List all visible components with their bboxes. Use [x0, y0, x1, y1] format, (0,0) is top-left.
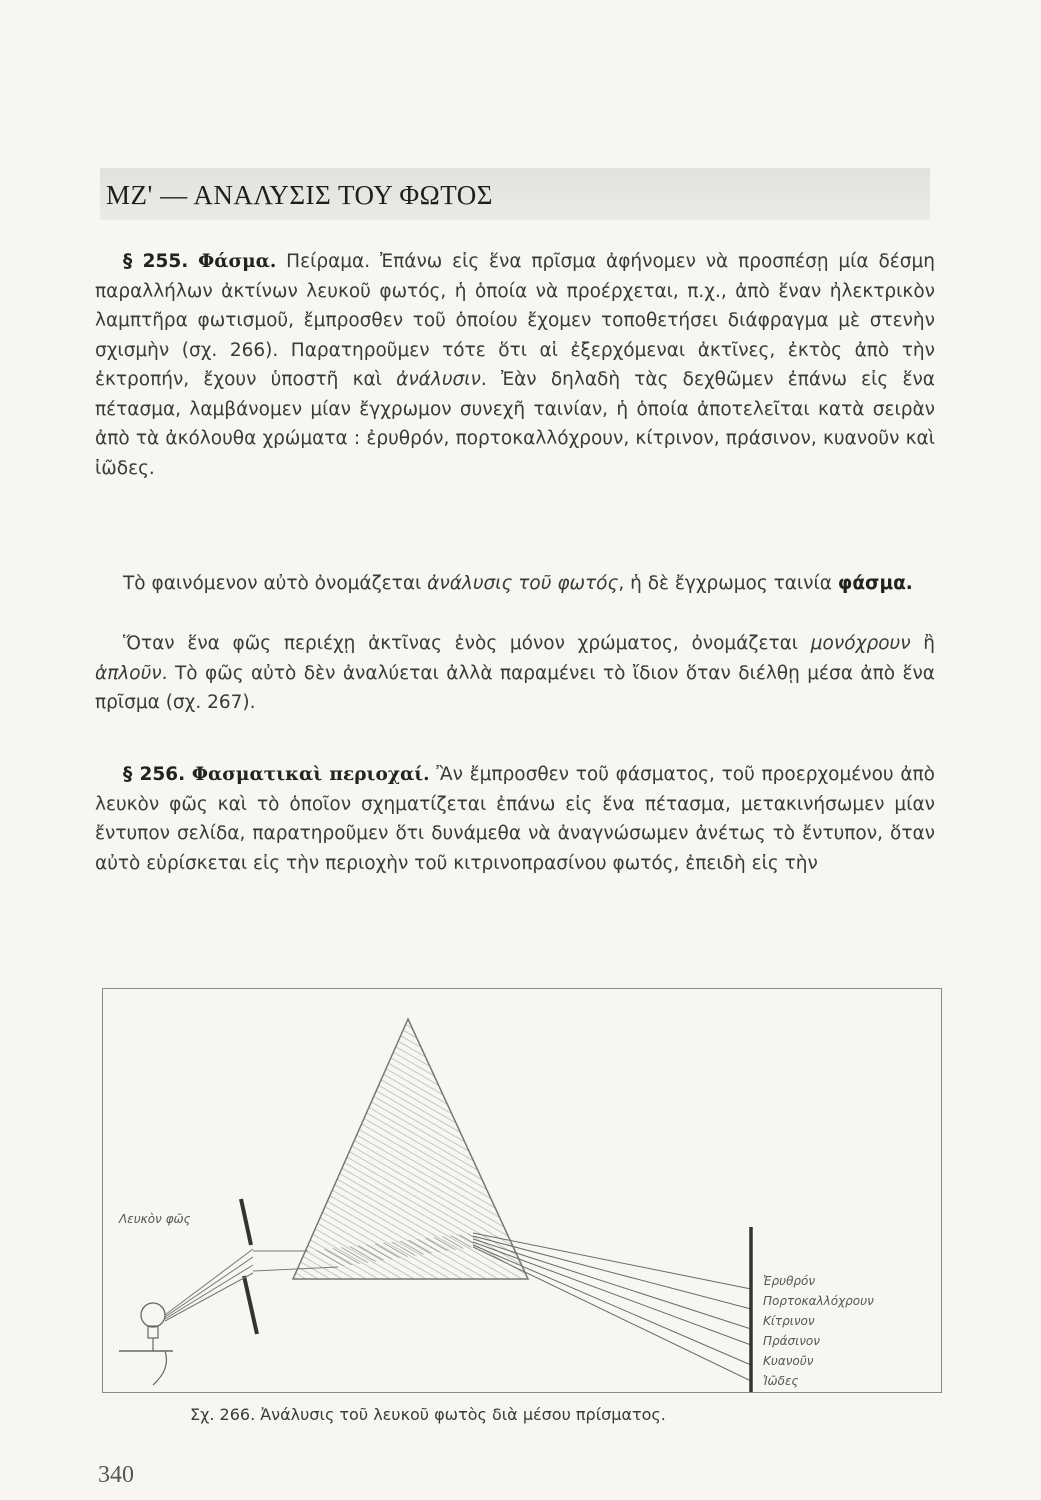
- page-number: 340: [98, 1462, 134, 1488]
- body-text-run: . Ἐὰν δηλαδὴ τὰς δεχθῶμεν ἐπάνω εἰς ἕνα πέτασμα, λαμβάνομεν μίαν ἔγχρωμον συνεχῆ ταινίαν, ἡ ὁποία ἀποτελεῖται κατὰ σειρὰν ἀπὸ τὰ ἀκόλουθα χρώματα : ἐρυθρόν, πορτοκαλλόχρουν, κίτρινον, πράσινον, κυανοῦν καὶ ἰῶδες.: [95, 369, 935, 479]
- section-255-paragraph-2: [95, 569, 935, 599]
- section-number: § 256.: [123, 764, 186, 785]
- spectrum-labels: [763, 1274, 874, 1388]
- diaphragm-lower: [244, 1276, 257, 1334]
- spectrum-label: Πράσινον: [763, 1334, 820, 1348]
- body-text-run: , ἡ δὲ ἔγχρωμος ταινία: [618, 573, 832, 594]
- spectrum-label: Κυανοῦν: [763, 1354, 814, 1368]
- spectrum-label: Κίτρινον: [763, 1314, 815, 1328]
- spectrum-label: Πορτοκαλλόχρουν: [763, 1294, 874, 1308]
- chapter-title: ΜΖ' — ΑΝΑΛΥΣΙΣ ΤΟΥ ΦΩΤΟΣ: [106, 180, 493, 210]
- italic-term: ἀνάλυσιν: [396, 369, 481, 390]
- section-255-paragraph-3: [95, 629, 935, 718]
- section-title: Φάσμα.: [198, 251, 277, 272]
- spectrum-label: Ἰῶδες: [763, 1374, 799, 1388]
- italic-term: ἁπλοῦν: [95, 662, 162, 684]
- bold-term-period: .: [905, 573, 913, 594]
- section-255-paragraph-1: [95, 247, 935, 483]
- italic-term: μονόχρουν: [810, 633, 911, 654]
- body-text-run: Ὅταν ἕνα φῶς περιέχῃ ἀκτῖνας ἑνὸς μόνον χρώματος, ὀνομάζεται: [123, 633, 799, 654]
- section-lead: Πείραμα.: [286, 251, 371, 272]
- body-text-run: ἢ: [923, 633, 936, 654]
- section-256-paragraph: [95, 760, 935, 878]
- body-text-run: Ἂν ἔμπροσθεν τοῦ φάσματος, τοῦ προερχομένου ἀπὸ λευκὸν φῶς καὶ τὸ ὁποῖον σχηματίζεται ἐπάνω εἰς ἕνα πέτασμα, μετακινήσωμεν μίαν ἔντυπον σελίδα, παρατηροῦμεν ὅτι δυνάμεθα νὰ ἀναγνώσωμεν ἀνέτως τὸ ἔντυπον, ὅταν αὐτὸ εὑρίσκεται εἰς τὴν περιοχὴν τοῦ κιτρινοπρασίνου φωτός, ἐπειδὴ εἰς τὴν: [95, 764, 935, 874]
- body-text-run: Ἐπάνω εἰς ἕνα πρῖσμα ἀφήνομεν νὰ προσπέσῃ μία δέσμη παραλλήλων ἀκτίνων λευκοῦ φωτός, ἡ ὁποία νὰ προέρχεται, π.χ., ἀπὸ ἕναν ἠλεκτρικὸν λαμπτῆρα φωτισμοῦ, ἔμπροσθεν τοῦ ὁποίου ἔχομεν τοποθετήσει διάφραγμα μὲ στενὴν σχισμὴν (σχ. 266). Παρατηροῦμεν τότε ὅτι αἱ ἐξερχόμεναι ἀκτῖνες, ἐκτὸς ἀπὸ τὴν ἐκτροπήν, ἔχουν ὑποστῆ καὶ: [95, 251, 935, 390]
- body-text-run: Τὸ φαινόμενον αὐτὸ ὀνομάζεται: [123, 573, 422, 594]
- source-label: Λευκὸν φῶς: [119, 1212, 191, 1226]
- body-text-run: . Τὸ φῶς αὐτὸ δὲν ἀναλύεται ἀλλὰ παραμένει τὸ ἴδιον ὅταν διέλθῃ μέσα ἀπὸ ἕνα πρῖσμα (σχ. 267).: [95, 662, 935, 713]
- prism-diagram: [103, 989, 941, 1392]
- bold-term: φάσμα: [837, 573, 906, 594]
- section-number: § 255.: [123, 251, 189, 272]
- diaphragm-upper: [241, 1199, 251, 1245]
- figure-266: [102, 988, 942, 1393]
- figure-caption: Σχ. 266. Ἀνάλυσις τοῦ λευκοῦ φωτὸς διὰ μέσου πρίσματος.: [190, 1405, 666, 1424]
- italic-term: ἀνάλυσις τοῦ φωτός: [427, 573, 619, 594]
- spectrum-label: Ἐρυθρόν: [763, 1274, 816, 1288]
- section-title: Φασματικαὶ περιοχαί.: [191, 764, 430, 785]
- lamp-icon: [119, 1303, 173, 1385]
